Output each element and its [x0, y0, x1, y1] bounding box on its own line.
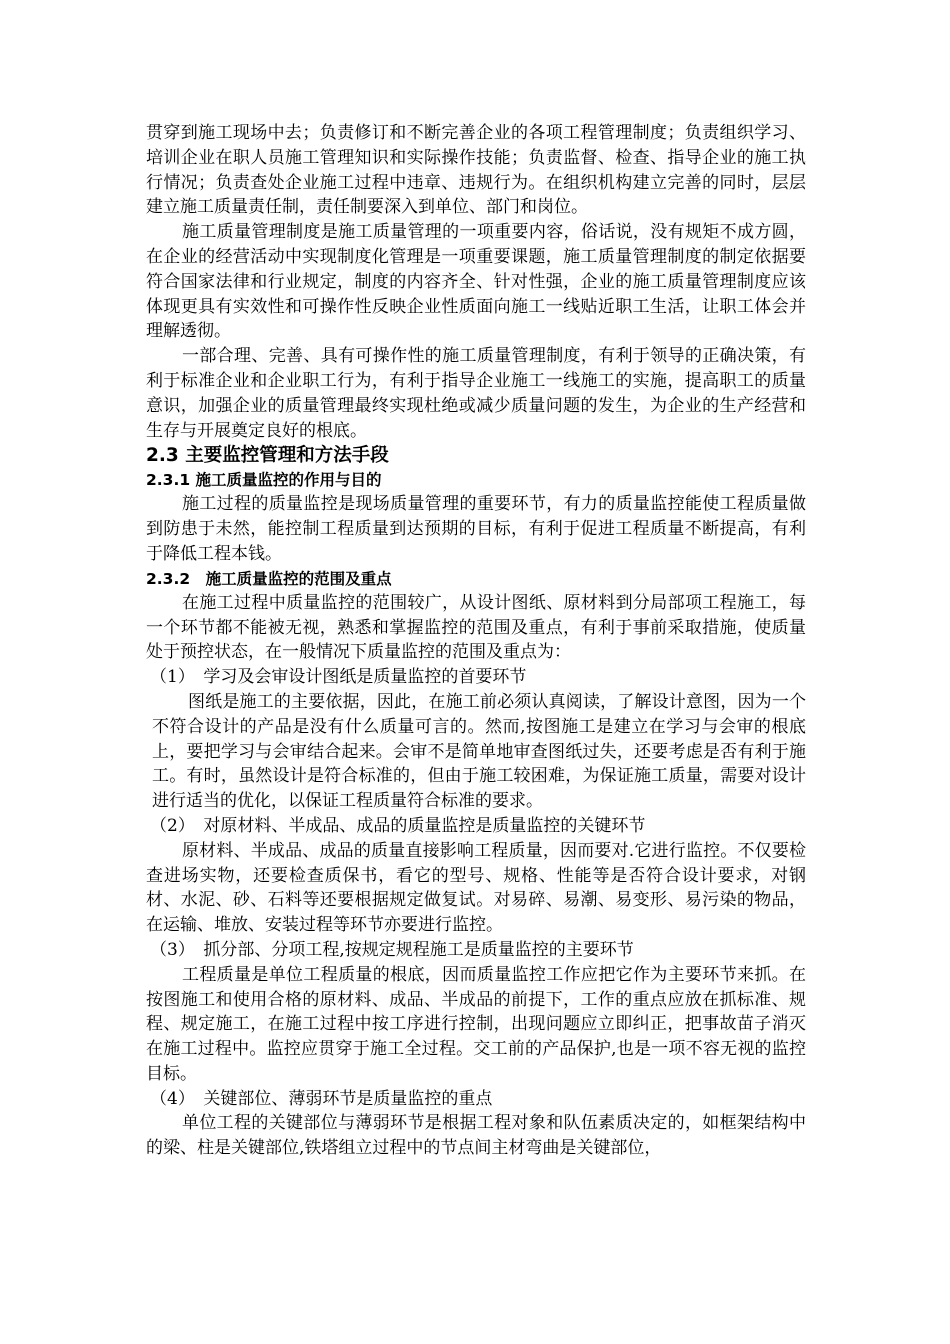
paragraph-monitoring-purpose: 施工过程的质量监控是现场质量管理的重要环节，有力的质量监控能使工程质量做到防患于未然，能控制工程质量到达预期的目标，有利于促进工程质量不断提高，有利于降低工程本钱。	[146, 494, 806, 564]
list-item-body: 工程质量是单位工程质量的根底，因而质量监控工作应把它作为主要环节来抓。在按图施工和使用合格的原材料、成品、半成品的前提下，工作的重点应放在抓标准、规程、规定施工，在施工过程中按工序进行控制，出现问题应立即纠正，把事故苗子消灭在施工过程中。监控应贯穿于施工全过程。交工前的产品保护,也是一项不容无视的监控目标。	[146, 964, 806, 1084]
list-item-title: （2） 对原材料、半成品、成品的质量监控是质量监控的关键环节	[150, 815, 646, 836]
subsection-heading-2-3-2: 2.3.2 施工质量监控的范围及重点	[146, 569, 392, 588]
document-page	[146, 121, 806, 1161]
paragraph-management-system: 施工质量管理制度是施工质量管理的一项重要内容，俗话说，没有规矩不成方圆，在企业的经营活动中实现制度化管理是一项重要课题，施工质量管理制度的制定依据要符合国家法律和行业规定，制度的内容齐全、针对性强，企业的施工质量管理制度应该体现更具有实效性和可操作性反映企业性质面向施工一线贴近职工生活，让职工体会并理解透彻。	[146, 222, 806, 342]
list-item-body: 原材料、半成品、成品的质量直接影响工程质量，因而要对.它进行监控。不仅要检查进场实物，还要检查质保书，看它的型号、规格、性能等是否符合设计要求，对钢材、水泥、砂、石料等还要根据规定做复试。对易碎、易潮、易变形、易污染的物品，在运输、堆放、安装过程等环节亦要进行监控。	[146, 840, 806, 936]
list-item-title: （1） 学习及会审设计图纸是质量监控的首要环节	[150, 667, 527, 688]
paragraph-monitoring-scope: 在施工过程中质量监控的范围较广，从设计图纸、原材料到分局部项工程施工，每一个环节都不能被无视，熟悉和掌握监控的范围及重点，有利于事前采取措施，使质量处于预控状态，在一般情况下质量监控的范围及重点为：	[146, 592, 806, 663]
list-item-title: （3） 抓分部、分项工程,按规定规程施工是质量监控的主要环节	[150, 939, 634, 960]
subsection-heading-2-3-1: 2.3.1 施工质量监控的作用与目的	[146, 471, 382, 490]
paragraph-responsibilities: 贯穿到施工现场中去；负责修订和不断完善企业的各项工程管理制度；负责组织学习、培训企业在职人员施工管理知识和实际操作技能；负责监督、检查、指导企业的施工执行情况；负责查处企业施工过程中违章、违规行为。在组织机构建立完善的同时，层层建立施工质量责任制，责任制要深入到单位、部门和岗位。	[146, 123, 806, 218]
list-item-body: 单位工程的关键部位与薄弱环节是根据工程对象和队伍素质决定的，如框架结构中的梁、柱是关键部位,铁塔组立过程中的节点间主材弯曲是关键部位，	[146, 1113, 806, 1159]
list-item-title: （4） 关键部位、薄弱环节是质量监控的重点	[150, 1088, 493, 1109]
list-item-body: 图纸是施工的主要依据，因此，在施工前必须认真阅读，了解设计意图，因为一个不符合设计的产品是没有什么质量可言的。然而,按图施工是建立在学习与会审的根底上，要把学习与会审结合起来。会审不是简单地审查图纸过失，还要考虑是否有利于施工。有时，虽然设计是符合标准的，但由于施工较困难，为保证施工质量，需要对设计进行适当的优化，以保证工程质量符合标准的要求。	[152, 691, 806, 812]
section-heading-2-3: 2.3 主要监控管理和方法手段	[146, 445, 389, 467]
paragraph-system-benefits: 一部合理、完善、具有可操作性的施工质量管理制度，有利于领导的正确决策，有利于标准企业和企业职工行为，有利于指导企业施工一线施工的实施，提高职工的质量意识，加强企业的质量管理最终实现杜绝或减少质量问题的发生，为企业的生产经营和生存与开展奠定良好的根底。	[146, 346, 806, 441]
